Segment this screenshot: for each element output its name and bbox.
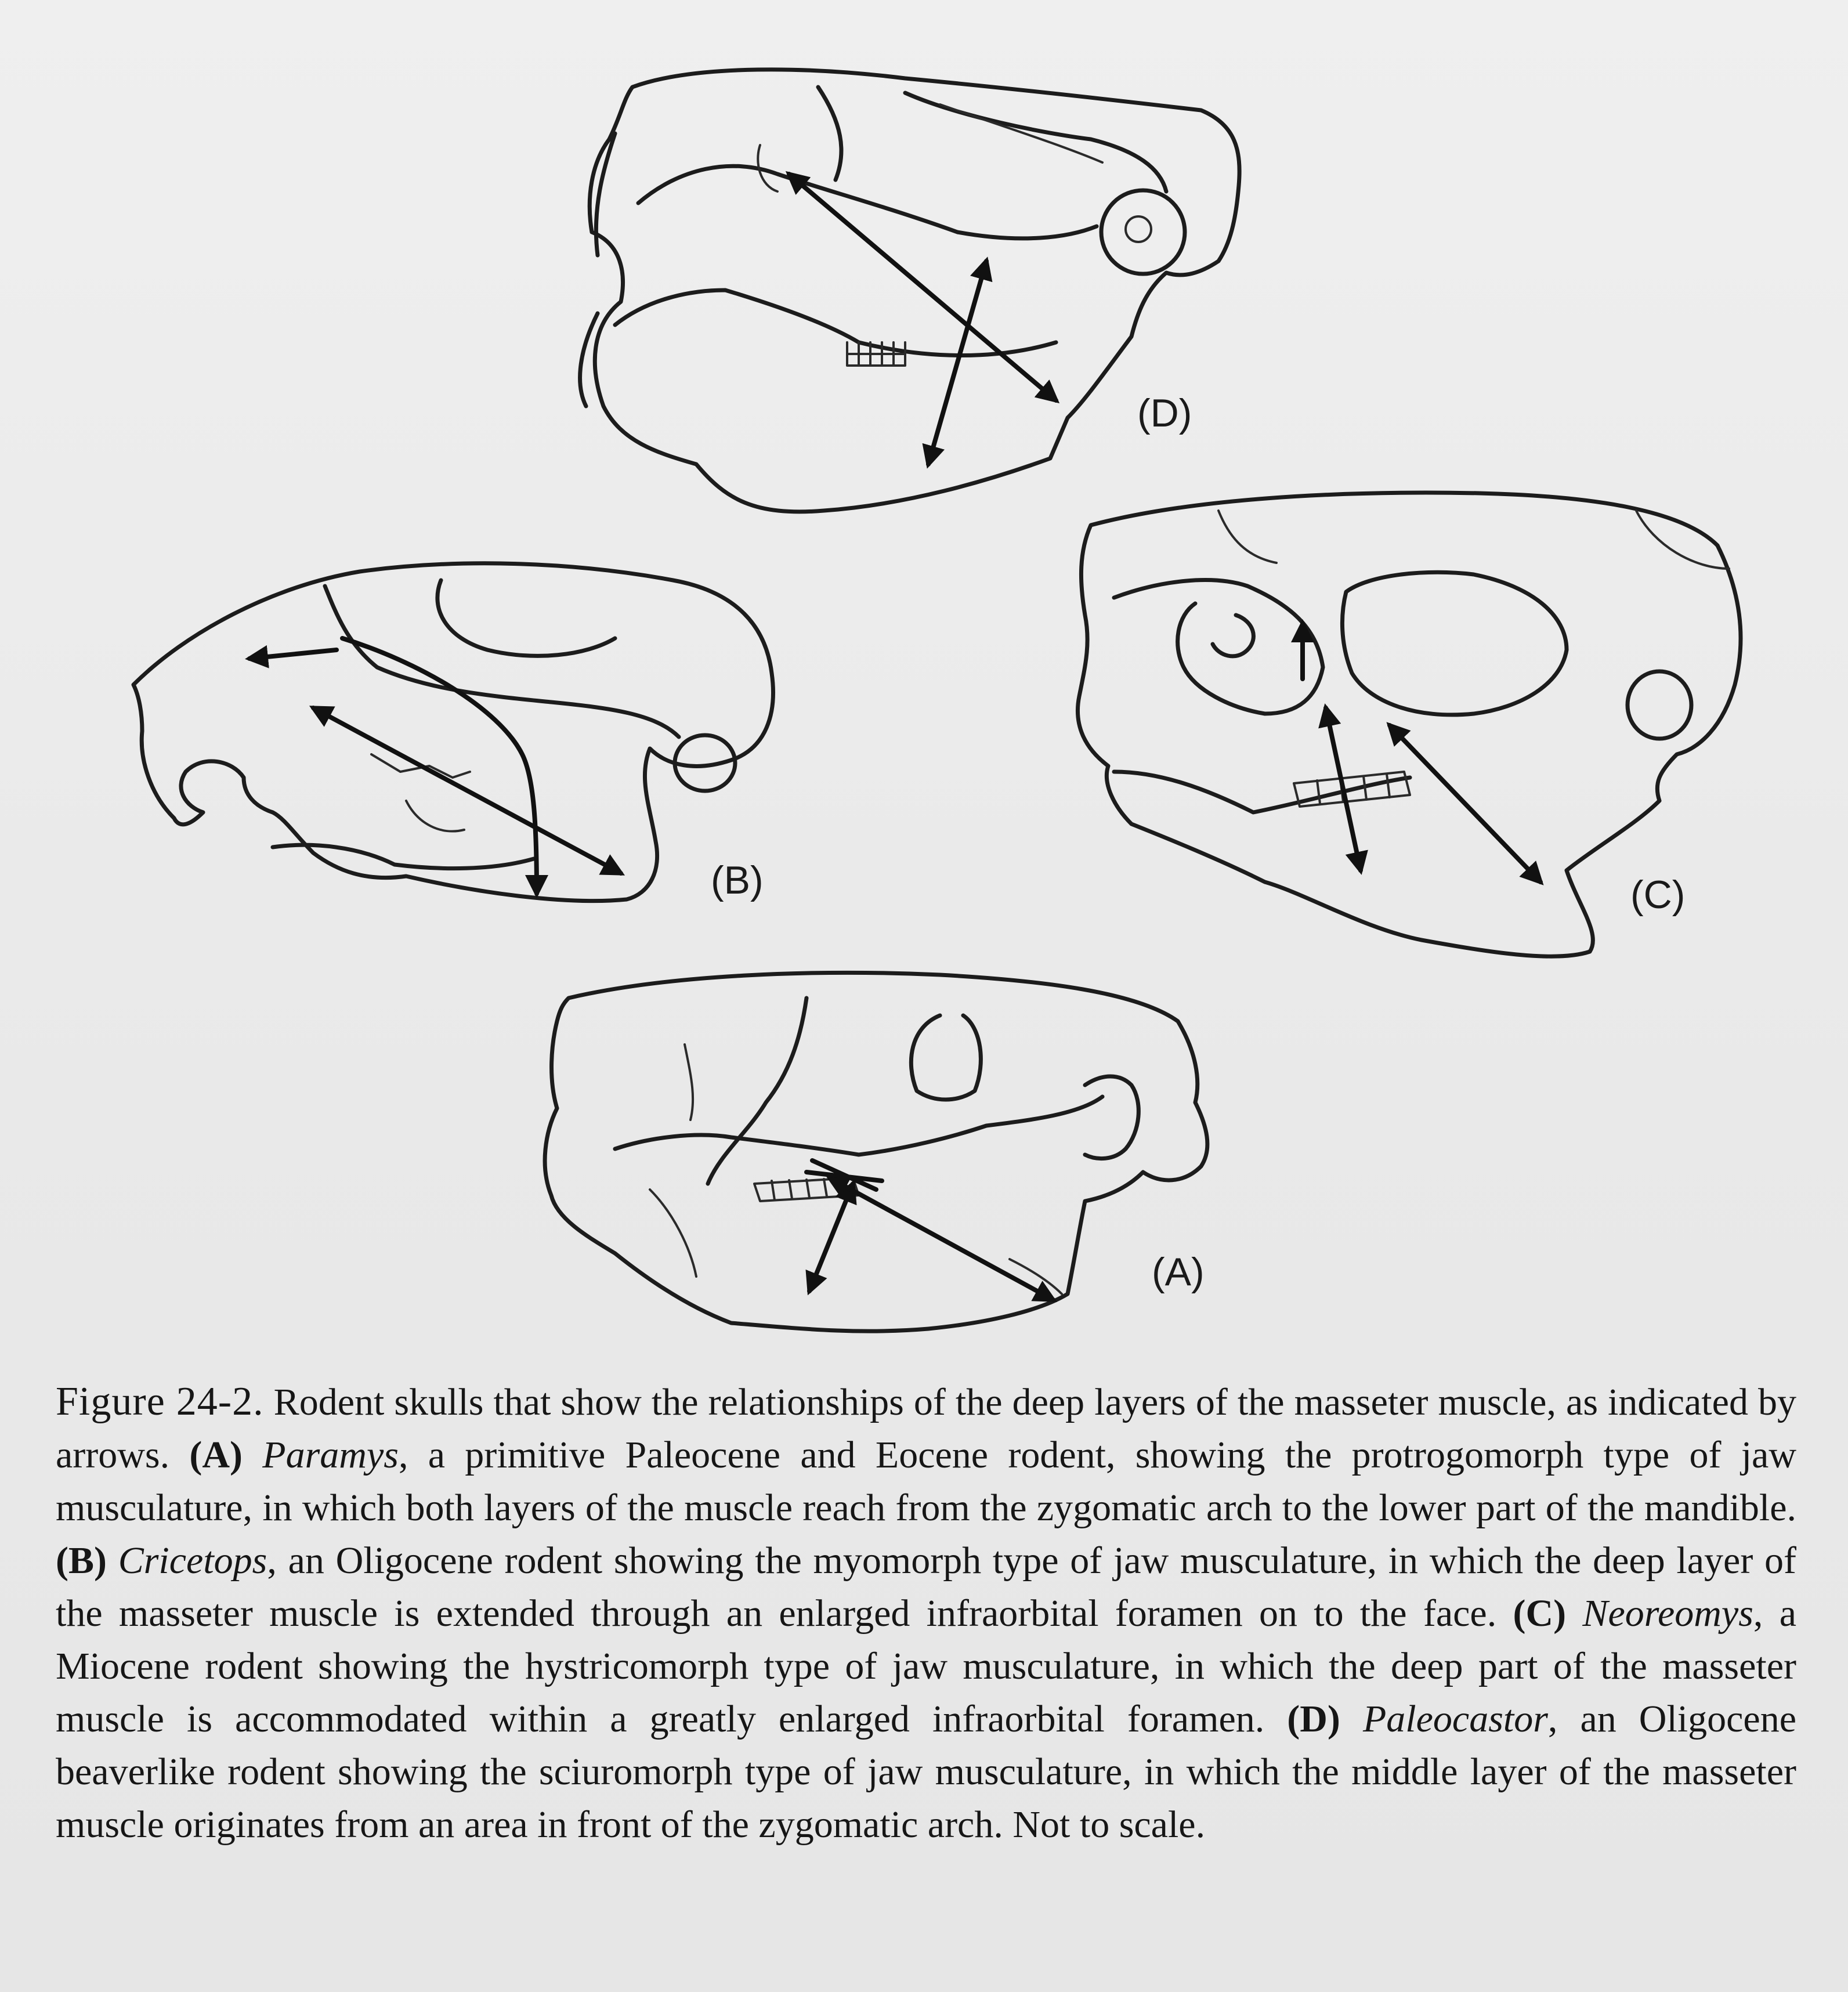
caption-panel-c: (C): [1513, 1592, 1567, 1635]
skull-c-arrow-3: [1390, 725, 1540, 882]
skull-d-arrow-2: [928, 261, 986, 464]
skull-b-arrow-1: [249, 650, 337, 659]
skull-b-label: (B): [711, 858, 764, 902]
figure-caption: [56, 1375, 1796, 1851]
skull-a-arrow-2: [830, 1178, 1053, 1300]
caption-text-b: , an Oligocene rodent showing the myomorph type of jaw musculature, in which the deep layer of the masseter muscle is extended through an enlarged infraorbital foramen on to the face.: [56, 1539, 1797, 1635]
skull-c-label: (C): [1630, 873, 1686, 917]
caption-text-c: , a Miocene rodent showing the hystricomorph type of jaw musculature, in which the deep part of the masseter muscle is accommodated within a greatly enlarged infraorbital foramen.: [56, 1592, 1797, 1740]
caption-panel-b: (B): [56, 1539, 107, 1582]
caption-genus-a: Paramys: [262, 1434, 399, 1476]
skull-d-label: (D): [1137, 391, 1192, 435]
caption-panel-d: (D): [1287, 1698, 1340, 1740]
skull-a-label: (A): [1152, 1250, 1205, 1294]
caption-genus-c: Neoreomys: [1582, 1592, 1753, 1635]
caption-genus-d: Paleocastor: [1362, 1698, 1548, 1740]
caption-text-a: , a primitive Paleocene and Eocene rodent, showing the protrogomorph type of jaw musculature, in which both layers of the muscle reach from the zygomatic arch to the lower part of the mandible.: [56, 1434, 1796, 1529]
caption-intro: Rodent skulls that show the relationships of the deep layers of the masseter muscle, as indicated by arrows.: [56, 1381, 1796, 1476]
caption-text-d: , an Oligocene beaverlike rodent showing the sciuromorph type of jaw musculature, in which the middle layer of the masseter muscle originates from an area in front of the zygomatic arch. Not to scale.: [56, 1698, 1796, 1846]
skull-b-cricetops: [133, 563, 773, 901]
skull-d-arrow-1: [789, 174, 1056, 400]
skull-b-arrow-2: [313, 708, 621, 873]
skull-a-arrow-1: [809, 1184, 853, 1291]
skull-d-paleocastor: [580, 70, 1240, 512]
caption-genus-b: Cricetops: [118, 1539, 267, 1582]
skull-a-paramys: [545, 972, 1207, 1331]
figure-label: Figure 24-2.: [56, 1379, 264, 1424]
caption-panel-a: (A): [189, 1434, 243, 1476]
